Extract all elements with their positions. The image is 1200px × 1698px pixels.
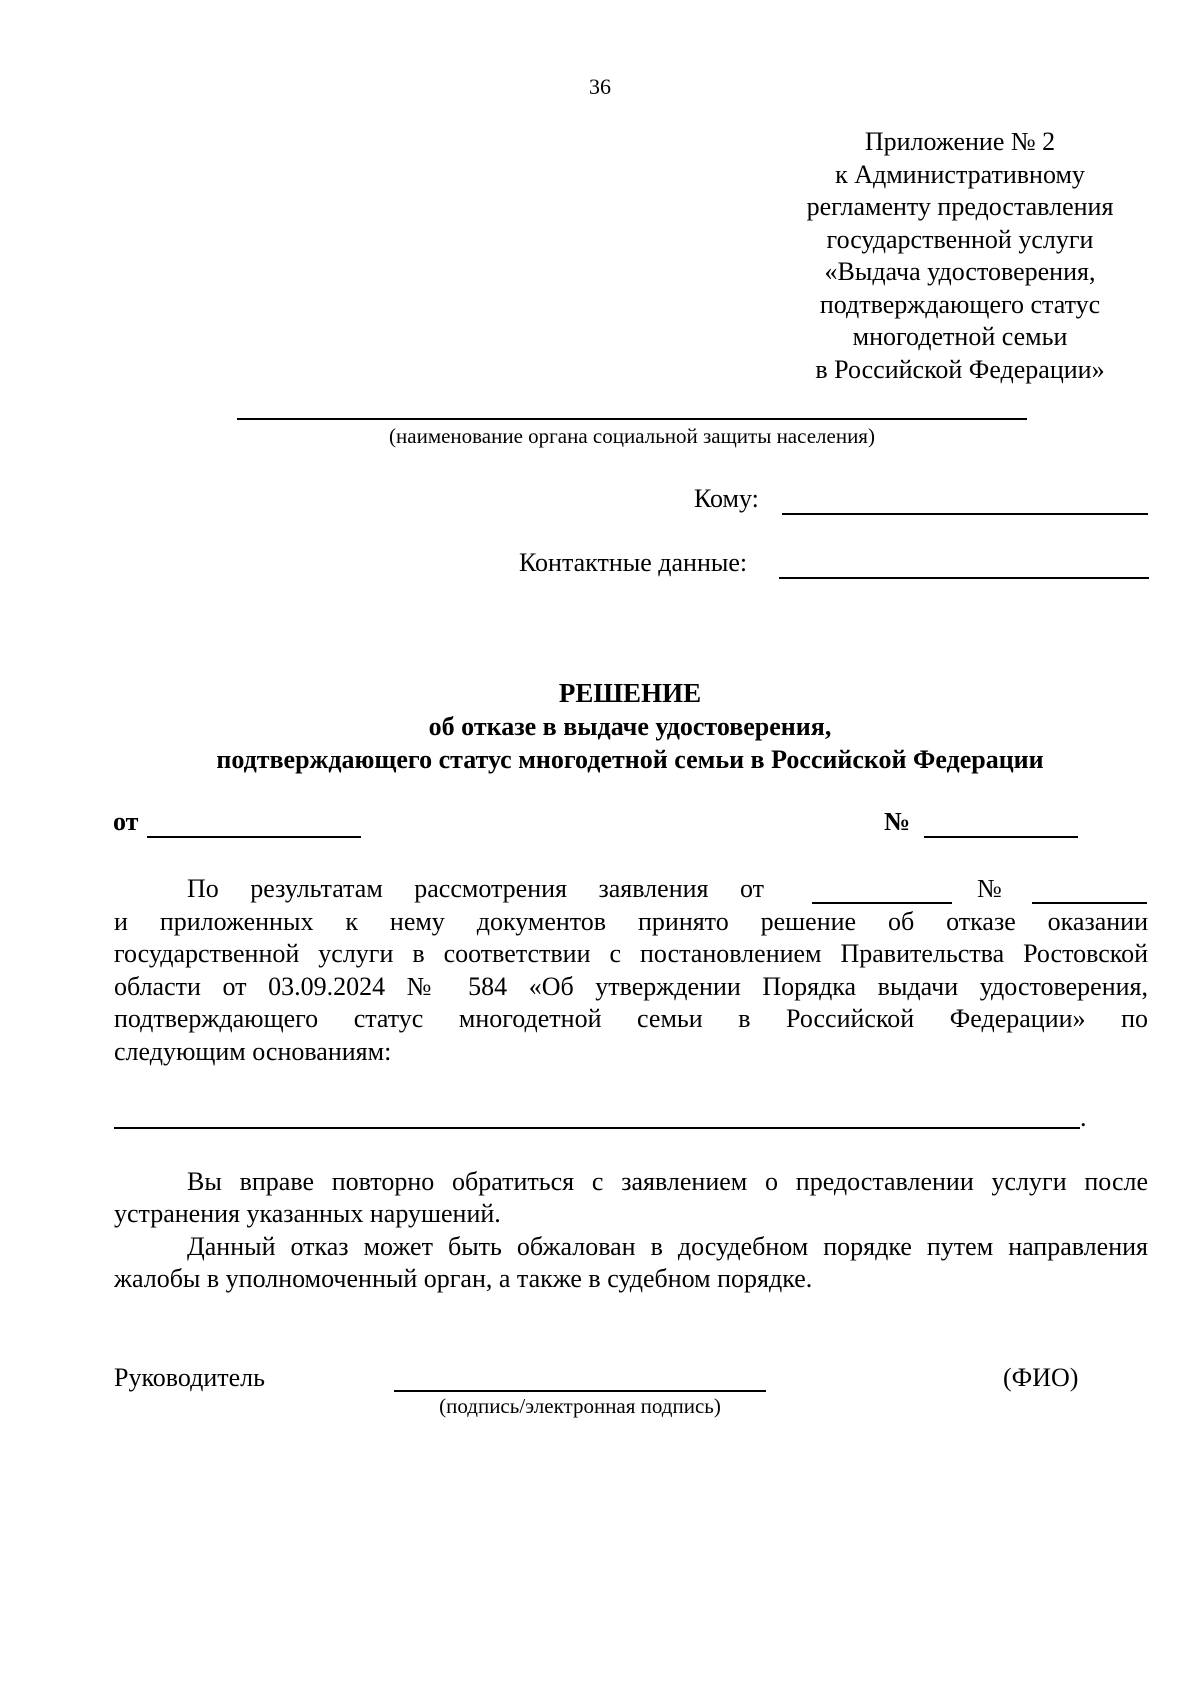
- paragraph-1-line: подтверждающего статус многодетной семьи в Российской Федерации» по: [114, 1004, 1148, 1033]
- appendix-line: «Выдача удостоверения,: [824, 257, 1096, 286]
- contacts-label: Контактные данные:: [519, 548, 748, 577]
- number-label: №: [884, 807, 911, 836]
- document-subtitle-line2: подтверждающего статус многодетной семьи в Российской Федерации: [216, 745, 1044, 774]
- appendix-line: к Административному: [835, 159, 1085, 189]
- to-label: Кому:: [694, 484, 759, 513]
- paragraph-1-line: и приложенных к нему документов принято решение об отказе оказании: [114, 907, 1148, 936]
- application-number-label: №: [977, 874, 1002, 903]
- contacts-field-line: [779, 577, 1149, 579]
- application-number-line: [1032, 902, 1147, 904]
- reasons-field-line: [114, 1127, 1080, 1129]
- signatory-fio: (ФИО): [1003, 1363, 1079, 1392]
- appendix-block: [720, 126, 1200, 386]
- document-subtitle-line1: об отказе в выдаче удостоверения,: [428, 712, 832, 741]
- appendix-line: многодетной семьи: [852, 322, 1068, 351]
- paragraph-1-line: следующим основаниям:: [114, 1037, 392, 1066]
- paragraph-3-line: Данный отказ может быть обжалован в досудебном порядке путем направления: [187, 1232, 1148, 1261]
- org-name-caption: (наименование органа социальной защиты населения): [389, 424, 875, 448]
- page-number: 36: [589, 74, 611, 99]
- number-field-line: [924, 836, 1078, 838]
- application-date-line: [812, 902, 952, 904]
- appendix-line: регламенту предоставления: [806, 192, 1114, 221]
- signatory-role: Руководитель: [114, 1363, 265, 1392]
- appendix-line: в Российской Федерации»: [815, 354, 1105, 384]
- paragraph-2-line: устранения указанных нарушений.: [114, 1199, 501, 1228]
- paragraph-3-line: жалобы в уполномоченный орган, а также в судебном порядке.: [114, 1264, 813, 1293]
- paragraph-1-line: области от 03.09.2024 № 584 «Об утверждении Порядка выдачи удостоверения,: [114, 972, 1148, 1001]
- paragraph-2-line: Вы вправе повторно обратиться с заявлением о предоставлении услуги после: [187, 1167, 1148, 1196]
- signature-caption: (подпись/электронная подпись): [439, 1394, 721, 1418]
- appendix-line: подтверждающего статус: [819, 289, 1101, 319]
- paragraph-1-line: государственной услуги в соответствии с постановлением Правительства Ростовской: [114, 939, 1148, 968]
- org-name-line: [237, 418, 1027, 420]
- date-field-line: [147, 836, 361, 838]
- document-title: РЕШЕНИЕ: [558, 678, 702, 708]
- to-field-line: [782, 513, 1148, 515]
- reasons-period: .: [1080, 1103, 1087, 1132]
- signature-line: [394, 1390, 766, 1392]
- paragraph-1-start: По результатам рассмотрения заявления от: [187, 874, 764, 903]
- appendix-line: Приложение № 2: [864, 127, 1056, 156]
- date-from-label: от: [113, 807, 139, 836]
- appendix-line: государственной услуги: [826, 224, 1094, 254]
